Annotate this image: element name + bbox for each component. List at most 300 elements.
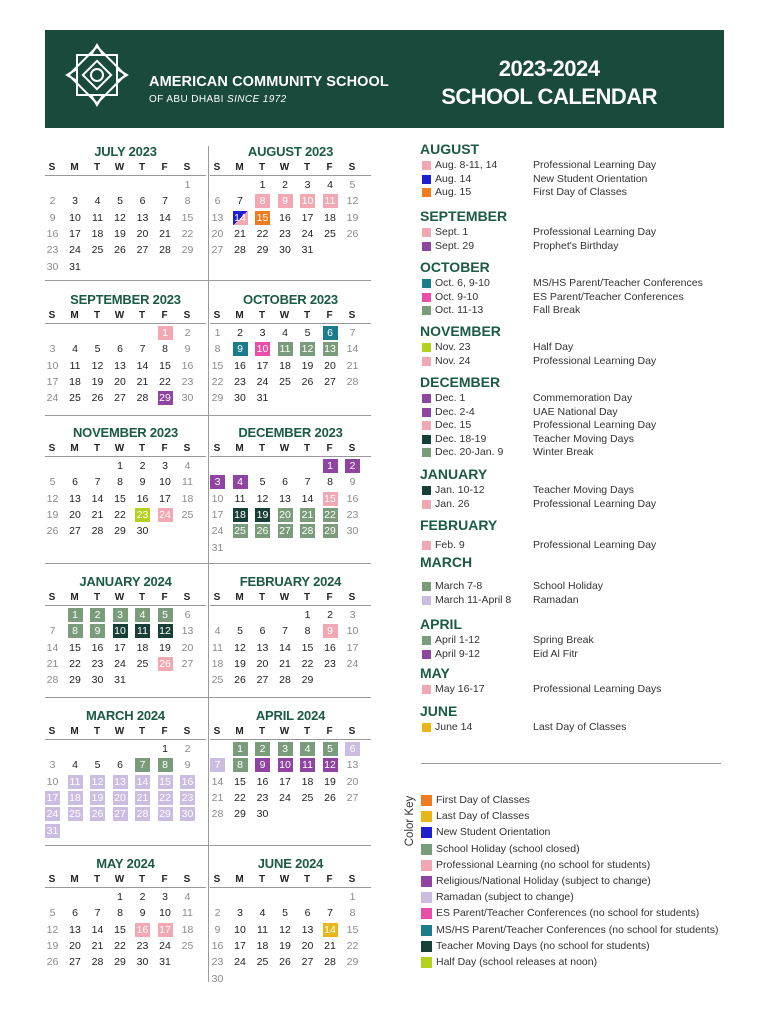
day-cell: 19 — [324, 775, 336, 788]
day-cell: 19 — [159, 641, 171, 654]
color-key-swatch — [421, 941, 432, 952]
legend-date: Oct. 6, 9-10 — [435, 277, 490, 289]
day-cell: 2 — [139, 891, 146, 903]
day-cell: 16 — [346, 492, 359, 505]
day-cell: 22 — [234, 791, 246, 804]
day-cell: 4 — [300, 742, 315, 756]
day-cell: 4 — [135, 608, 150, 622]
weekday-header: F — [161, 592, 168, 603]
weekday-header: W — [279, 592, 290, 603]
color-key-swatch — [421, 811, 432, 822]
weekday-header: F — [161, 443, 168, 454]
day-cell: 20 — [114, 375, 126, 388]
weekday-header: F — [161, 310, 168, 321]
day-cell: 9 — [323, 624, 338, 638]
day-cell: 14 — [211, 775, 224, 788]
day-cell: 29 — [181, 244, 194, 257]
day-cell: 15 — [159, 775, 171, 788]
legend-description: Professional Learning Day — [533, 226, 657, 238]
day-cell: 10 — [159, 907, 171, 920]
weekday-header: W — [279, 162, 290, 173]
day-cell: 24 — [256, 375, 269, 388]
day-cell: 14 — [91, 923, 104, 936]
day-cell: 26 — [279, 956, 291, 969]
weekday-header: T — [258, 874, 266, 885]
day-cell: 22 — [159, 791, 171, 804]
day-cell: 1 — [184, 179, 191, 191]
day-cell: 29 — [234, 808, 246, 821]
legend-swatch — [422, 500, 431, 509]
day-cell: 25 — [301, 791, 314, 804]
legend-date: Oct. 9-10 — [435, 290, 479, 303]
month-title: JUNE 2024 — [257, 856, 324, 871]
day-cell: 3 — [210, 475, 225, 489]
month-calendar — [45, 708, 206, 858]
day-cell: 26 — [46, 956, 59, 969]
day-cell: 27 — [114, 808, 126, 821]
day-cell: 28 — [91, 525, 104, 538]
day-cell: 24 — [159, 939, 171, 952]
day-cell: 11 — [212, 641, 223, 654]
weekday-header: M — [70, 726, 79, 737]
legend-description: Winter Break — [533, 446, 594, 458]
weekday-header: W — [114, 592, 125, 603]
weekday-header: T — [258, 443, 266, 454]
day-cell: 4 — [282, 327, 288, 339]
day-cell: 1 — [233, 742, 248, 756]
day-cell: 1 — [162, 743, 168, 755]
legend-description: Ramadan — [533, 593, 579, 606]
day-cell: 7 — [162, 195, 168, 208]
day-cell: 26 — [46, 525, 59, 538]
month-calendar — [210, 856, 371, 1006]
weekday-header: T — [258, 162, 266, 173]
day-cell: 16 — [181, 775, 194, 788]
color-key-item: MS/HS Parent/Teacher Conferences (no school for students) — [436, 923, 719, 936]
legend-swatch — [422, 357, 431, 366]
weekday-header: W — [279, 310, 290, 321]
day-cell: 6 — [304, 907, 311, 920]
day-cell: 5 — [304, 327, 311, 339]
weekday-header: S — [183, 310, 191, 321]
day-cell: 11 — [234, 492, 246, 505]
day-cell: 23 — [211, 956, 224, 969]
day-cell: 9 — [349, 476, 356, 489]
day-cell: 7 — [349, 327, 356, 339]
day-cell: 25 — [91, 244, 104, 257]
day-cell: 15 — [301, 641, 314, 654]
day-cell: 11 — [182, 907, 193, 920]
weekday-header: S — [48, 310, 56, 321]
day-cell: 17 — [46, 791, 59, 804]
day-cell: 9 — [184, 759, 191, 772]
weekday-header: T — [303, 310, 311, 321]
day-cell: 8 — [184, 195, 191, 208]
legend-month-heading: MAY — [420, 665, 450, 681]
day-cell: 29 — [324, 525, 336, 538]
weekday-header: F — [326, 310, 333, 321]
month-calendar — [210, 708, 371, 858]
day-cell: 6 — [282, 476, 288, 489]
weekday-header: T — [303, 592, 311, 603]
day-cell: 17 — [256, 359, 269, 372]
day-cell: 3 — [162, 460, 168, 472]
legend-month-heading: NOVEMBER — [420, 323, 501, 339]
day-cell: 30 — [234, 392, 246, 405]
day-cell: 24 — [279, 791, 291, 804]
legend-date: Dec. 20-Jan. 9 — [435, 446, 504, 458]
tagline-since: SINCE 1972 — [227, 94, 287, 105]
day-cell: 5 — [117, 195, 123, 208]
day-cell: 5 — [259, 476, 266, 489]
weekday-header: M — [70, 443, 79, 454]
day-cell: 6 — [323, 326, 338, 340]
day-cell: 4 — [327, 179, 333, 191]
day-cell: 9 — [184, 343, 191, 356]
day-cell: 27 — [69, 525, 81, 538]
day-cell: 20 — [181, 641, 194, 654]
day-cell: 30 — [136, 956, 149, 969]
weekday-header: S — [213, 592, 221, 603]
month-calendar — [210, 144, 371, 294]
day-cell: 19 — [346, 211, 359, 224]
day-cell: 14 — [159, 211, 171, 224]
day-cell: 6 — [117, 759, 123, 772]
day-cell: 18 — [211, 657, 224, 670]
day-cell: 25 — [211, 674, 224, 687]
day-cell: 2 — [237, 327, 243, 339]
day-cell: 24 — [234, 956, 246, 969]
day-cell: 29 — [114, 956, 126, 969]
legend-description: Teacher Moving Days — [533, 484, 634, 496]
weekday-divider — [45, 456, 206, 457]
legend-swatch — [422, 228, 431, 237]
day-cell: 3 — [49, 343, 56, 356]
day-cell: 30 — [91, 674, 104, 687]
day-cell: 10 — [346, 625, 359, 638]
calendar-title — [441, 55, 657, 111]
day-cell: 16 — [91, 641, 104, 654]
calendar-horizontal-divider — [45, 697, 371, 698]
weekday-header: M — [235, 592, 244, 603]
day-cell: 5 — [282, 907, 288, 920]
legend-swatch — [422, 394, 431, 403]
day-cell: 16 — [136, 923, 149, 936]
legend-description: Commemoration Day — [533, 392, 633, 404]
day-cell: 28 — [301, 525, 314, 538]
weekday-header: S — [348, 443, 356, 454]
day-cell: 13 — [114, 775, 126, 788]
color-key-divider — [421, 763, 721, 764]
legend-date: March 11-April 8 — [435, 593, 512, 606]
legend-date: Aug. 15 — [435, 186, 472, 198]
legend-swatch — [422, 723, 431, 732]
day-cell: 7 — [49, 625, 56, 638]
weekday-header: T — [303, 162, 311, 173]
day-cell: 22 — [159, 375, 171, 388]
color-key-item: Teacher Moving Days (no school for students) — [436, 939, 650, 952]
weekday-header: T — [258, 726, 266, 737]
day-cell: 20 — [136, 227, 149, 240]
day-cell: 17 — [46, 375, 59, 388]
day-cell: 1 — [304, 609, 311, 621]
day-cell: 17 — [159, 923, 171, 936]
day-cell: 26 — [114, 244, 126, 257]
legend-swatch — [422, 636, 431, 645]
day-cell: 3 — [49, 759, 56, 772]
day-cell: 5 — [49, 907, 56, 920]
day-cell: 11 — [182, 476, 193, 489]
day-cell: 27 — [114, 392, 126, 405]
day-cell: 13 — [279, 492, 291, 505]
day-cell: 25 — [181, 508, 194, 521]
weekday-header: T — [93, 310, 101, 321]
legend-swatch — [422, 279, 431, 288]
day-cell: 18 — [69, 375, 81, 388]
day-cell: 19 — [91, 791, 104, 804]
day-cell: 21 — [159, 227, 171, 240]
weekday-header: T — [303, 726, 311, 737]
day-cell: 8 — [68, 624, 83, 638]
month-title: DECEMBER 2023 — [238, 425, 343, 440]
day-cell: 22 — [181, 227, 194, 240]
month-calendar — [210, 425, 371, 575]
day-cell: 29 — [114, 525, 126, 538]
day-cell: 25 — [324, 227, 336, 240]
day-cell: 2 — [139, 460, 146, 472]
day-cell: 2 — [345, 459, 360, 473]
color-key-item: New Student Orientation — [436, 826, 551, 839]
weekday-header: W — [114, 726, 125, 737]
legend-month-heading: MARCH — [420, 554, 473, 570]
weekday-header: S — [213, 726, 221, 737]
day-cell: 27 — [279, 525, 291, 538]
day-cell: 7 — [282, 625, 288, 638]
day-cell: 12 — [346, 195, 359, 208]
day-cell: 17 — [279, 775, 291, 788]
day-cell: 28 — [324, 956, 336, 969]
weekday-header: M — [235, 874, 244, 885]
day-cell: 26 — [91, 392, 104, 405]
day-cell: 24 — [211, 525, 224, 538]
weekday-header: T — [138, 162, 146, 173]
day-cell: 4 — [184, 891, 191, 903]
month-title: OCTOBER 2023 — [243, 292, 338, 307]
day-cell: 30 — [136, 525, 149, 538]
day-cell: 20 — [346, 775, 359, 788]
weekday-header: S — [348, 310, 356, 321]
weekday-header: S — [183, 592, 191, 603]
day-cell: 11 — [300, 758, 315, 772]
day-cell: 24 — [69, 244, 81, 257]
legend-date: Dec. 1 — [435, 392, 466, 404]
day-cell: 14 — [136, 775, 149, 788]
day-cell: 24 — [46, 808, 59, 821]
legend-description: ES Parent/Teacher Conferences — [533, 290, 684, 303]
day-cell: 8 — [255, 194, 270, 208]
day-cell: 4 — [259, 907, 266, 920]
legend-date: April 9-12 — [435, 647, 480, 660]
day-cell: 2 — [214, 907, 221, 920]
month-calendar — [45, 856, 206, 1006]
day-cell: 8 — [158, 758, 173, 772]
weekday-header: W — [279, 443, 290, 454]
legend-description: Fall Break — [533, 304, 581, 316]
day-cell: 10 — [279, 759, 291, 772]
day-cell: 18 — [256, 939, 269, 952]
color-key-item: Religious/National Holiday (subject to change) — [436, 875, 651, 887]
day-cell: 4 — [184, 460, 191, 472]
day-cell: 22 — [114, 939, 126, 952]
legend-description: Eid Al Fitr — [533, 647, 578, 660]
day-cell: 3 — [237, 907, 243, 920]
day-cell: 7 — [135, 758, 150, 772]
day-cell: 26 — [91, 808, 104, 821]
legend-swatch — [422, 408, 431, 417]
legend-description: First Day of Classes — [533, 186, 627, 198]
day-cell: 12 — [46, 923, 59, 936]
weekday-divider — [210, 175, 371, 176]
weekday-divider — [210, 605, 371, 606]
day-cell: 22 — [211, 375, 224, 388]
day-cell: 7 — [327, 907, 333, 920]
calendar-horizontal-divider — [45, 845, 371, 846]
day-cell: 1 — [323, 459, 338, 473]
color-key-swatch — [421, 892, 432, 903]
day-cell: 20 — [324, 359, 336, 372]
weekday-header: T — [258, 310, 266, 321]
color-key-item: Professional Learning (no school for students) — [436, 858, 651, 871]
legend-month-heading: OCTOBER — [420, 259, 490, 275]
month-calendar — [210, 292, 371, 442]
day-cell: 12 — [301, 343, 314, 356]
day-cell: 10 — [211, 492, 224, 505]
legend-description: Professional Learning Day — [533, 419, 657, 431]
day-cell: 21 — [91, 939, 104, 952]
day-cell: 31 — [256, 392, 269, 405]
day-cell: 10 — [46, 775, 59, 788]
day-cell: 12 — [46, 492, 59, 505]
day-cell: 14 — [301, 492, 314, 505]
day-cell: 11 — [135, 624, 150, 638]
legend-date: March 7-8 — [435, 580, 483, 592]
month-title: FEBRUARY 2024 — [239, 574, 342, 589]
day-cell: 3 — [72, 195, 78, 208]
legend-swatch — [422, 421, 431, 430]
day-cell: 19 — [46, 508, 59, 521]
day-cell: 25 — [181, 939, 194, 952]
color-key-item: School Holiday (school closed) — [436, 842, 580, 855]
weekday-header: F — [326, 726, 333, 737]
day-cell: 14 — [234, 211, 246, 224]
day-cell: 13 — [346, 759, 359, 772]
day-cell: 28 — [46, 674, 59, 687]
calendar-horizontal-divider — [45, 280, 371, 281]
legend-swatch — [422, 582, 431, 591]
day-cell: 31 — [46, 824, 59, 837]
day-cell: 23 — [234, 375, 246, 388]
weekday-header: T — [93, 443, 101, 454]
weekday-header: S — [348, 726, 356, 737]
day-cell: 1 — [259, 179, 266, 191]
legend-date: Sept. 1 — [435, 226, 469, 238]
day-cell: 7 — [94, 907, 101, 920]
weekday-header: S — [213, 162, 221, 173]
day-cell: 15 — [324, 492, 336, 505]
day-cell: 8 — [162, 343, 168, 356]
day-cell: 3 — [349, 609, 356, 621]
day-cell: 5 — [158, 608, 173, 622]
day-cell: 6 — [139, 195, 146, 208]
legend-date: Aug. 8-11, 14 — [435, 159, 498, 171]
day-cell: 18 — [91, 227, 104, 240]
school-tagline — [149, 94, 287, 105]
day-cell: 19 — [256, 508, 269, 521]
day-cell: 27 — [324, 375, 336, 388]
day-cell: 1 — [117, 460, 123, 472]
day-cell: 26 — [346, 227, 359, 240]
day-cell: 17 — [159, 492, 171, 505]
weekday-header: W — [114, 874, 125, 885]
day-cell: 14 — [346, 343, 359, 356]
day-cell: 2 — [327, 609, 333, 621]
weekday-divider — [45, 323, 206, 324]
color-key-swatch — [421, 908, 432, 919]
day-cell: 8 — [304, 625, 311, 638]
legend-month-heading: DECEMBER — [420, 374, 501, 390]
weekday-divider — [45, 605, 206, 606]
weekday-header: M — [70, 592, 79, 603]
day-cell: 10 — [46, 359, 59, 372]
day-cell: 22 — [69, 657, 81, 670]
day-cell: 23 — [181, 791, 194, 804]
day-cell: 21 — [91, 508, 104, 521]
month-title: AUGUST 2023 — [247, 144, 334, 159]
day-cell: 25 — [234, 525, 246, 538]
day-cell: 10 — [256, 343, 269, 356]
day-cell: 18 — [324, 211, 336, 224]
day-cell: 29 — [211, 392, 224, 405]
legend-description: UAE National Day — [533, 405, 618, 418]
day-cell: 5 — [323, 742, 338, 756]
month-calendar — [45, 425, 206, 575]
legend-date: Aug. 14 — [435, 172, 472, 185]
legend-month-heading: FEBRUARY — [420, 517, 498, 533]
weekday-divider — [45, 175, 206, 176]
day-cell: 24 — [346, 657, 359, 670]
day-cell: 28 — [91, 956, 104, 969]
day-cell: 22 — [346, 939, 359, 952]
day-cell: 13 — [181, 625, 194, 638]
day-cell: 27 — [211, 244, 224, 257]
day-cell: 16 — [279, 211, 291, 224]
day-cell: 23 — [46, 244, 59, 257]
day-cell: 23 — [346, 508, 359, 521]
day-cell: 19 — [91, 375, 104, 388]
weekday-header: F — [161, 726, 168, 737]
day-cell: 21 — [301, 508, 314, 521]
day-cell: 18 — [234, 508, 246, 521]
weekday-header: T — [138, 726, 146, 737]
day-cell: 23 — [279, 227, 291, 240]
day-cell: 10 — [69, 211, 81, 224]
legend-description: Last Day of Classes — [533, 721, 627, 733]
weekday-header: F — [326, 874, 333, 885]
day-cell: 31 — [301, 244, 314, 257]
day-cell: 20 — [69, 508, 81, 521]
day-cell: 20 — [279, 508, 291, 521]
day-cell: 18 — [279, 359, 291, 372]
